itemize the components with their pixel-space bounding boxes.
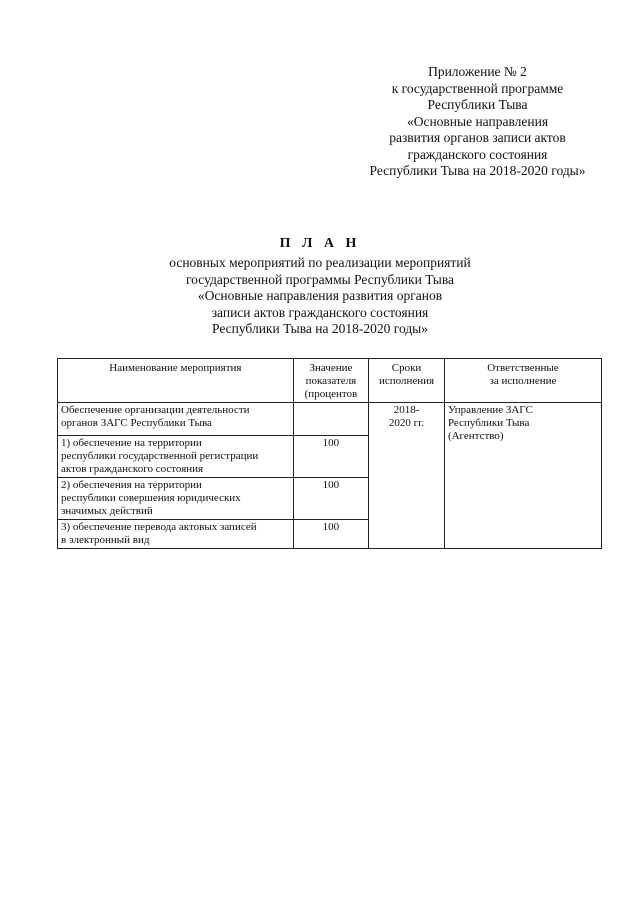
responsible-text: (Агентство) <box>447 430 504 442</box>
appendix-line: к государственной программе <box>391 80 564 96</box>
terms-cell <box>369 403 445 549</box>
row-name-text: в электронный вид <box>61 534 150 546</box>
appendix-line: развития органов записи актов <box>389 130 566 145</box>
row-name-text: актов гражданского состояния <box>61 463 204 475</box>
header-terms <box>369 359 445 403</box>
row-name-cell <box>58 478 294 520</box>
appendix-line: Республики Тыва <box>427 97 528 112</box>
appendix-line: Приложение № 2 <box>428 64 527 79</box>
row-name-text: республики государственной регистрации <box>61 450 259 462</box>
row-name-cell <box>58 520 294 549</box>
plan-title: П Л А Н <box>279 236 361 251</box>
plan-subtitle-line: основных мероприятий по реализации мероприятий <box>169 255 471 270</box>
row-value-cell: 100 <box>293 478 368 520</box>
plan-subtitle-line: записи актов гражданского состояния <box>211 304 429 320</box>
plan-subtitle-line: государственной программы Республики Тыва <box>185 271 455 287</box>
row-name-text: 1) обеспечение на территории <box>61 437 202 449</box>
header-terms-text: Сроки <box>391 362 422 374</box>
row-name-cell <box>58 403 294 436</box>
header-value-text: (процентов <box>304 388 358 400</box>
plan-table <box>57 358 602 549</box>
responsible-text: Управление ЗАГС <box>447 404 533 416</box>
row-name-cell <box>58 436 294 478</box>
responsible-cell <box>444 403 601 549</box>
header-value-text: показателя <box>305 375 357 387</box>
terms-text: 2020 гг. <box>388 417 425 429</box>
plan-subtitle-line: «Основные направления развития органов <box>197 288 443 303</box>
row-value-cell: 100 <box>293 436 368 478</box>
row-name-text: значимых действий <box>61 505 153 517</box>
header-responsible-text: за исполнение <box>489 375 557 387</box>
row-name-text: 3) обеспечение перевода актовых записей <box>61 521 257 533</box>
appendix-line: Республики Тыва на 2018-2020 годы» <box>369 163 586 178</box>
terms-text: 2018- <box>393 404 420 416</box>
row-name-text: Обеспечение организации деятельности <box>61 404 250 416</box>
appendix-block <box>350 64 605 180</box>
header-name <box>58 359 294 403</box>
row-value-cell <box>293 403 368 436</box>
appendix-line: «Основные направления <box>406 113 549 129</box>
table-row <box>58 403 602 436</box>
plan-subtitle-line: Республики Тыва на 2018-2020 годы» <box>211 321 429 336</box>
appendix-line: гражданского состояния <box>407 146 548 162</box>
header-responsible <box>444 359 601 403</box>
row-name-text: 2) обеспечения на территории <box>61 479 202 491</box>
scan-artifact <box>240 894 400 898</box>
row-name-text: органов ЗАГС Республики Тыва <box>61 417 212 429</box>
header-responsible-text: Ответственные <box>487 362 559 374</box>
header-terms-text: исполнения <box>378 375 435 387</box>
header-value <box>293 359 368 403</box>
plan-subtitle <box>120 255 520 338</box>
row-value-cell: 100 <box>293 520 368 549</box>
header-value-text: Значение <box>309 362 353 374</box>
header-name-text: Наименование мероприятия <box>109 362 242 374</box>
row-name-text: республики совершения юридических <box>61 492 241 504</box>
responsible-text: Республики Тыва <box>447 417 530 429</box>
table-header-row <box>58 359 602 403</box>
